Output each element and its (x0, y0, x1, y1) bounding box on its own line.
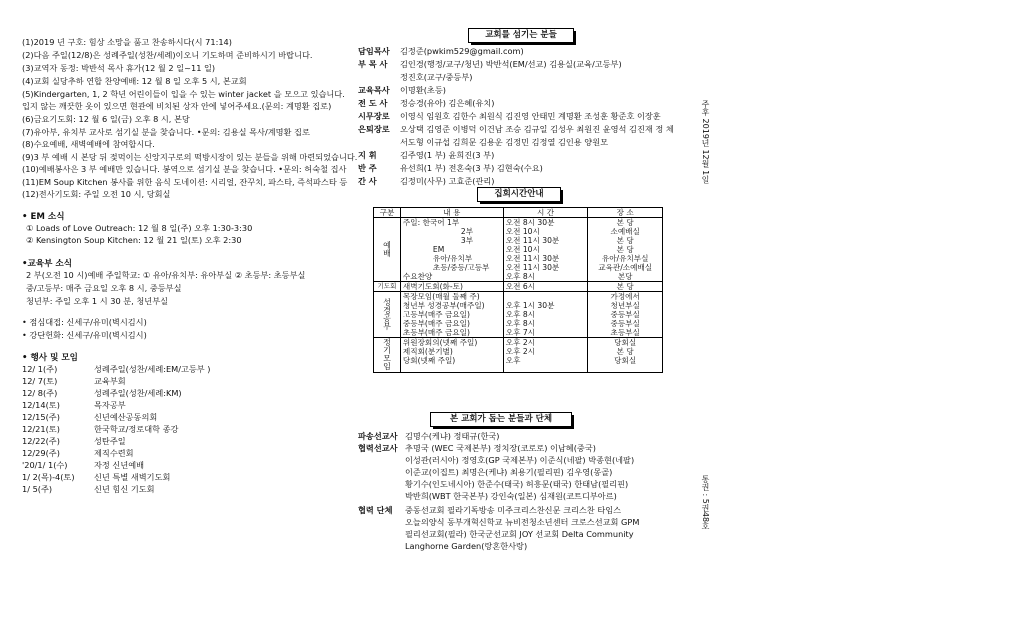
announcement-12: (12)전사기도회: 주일 오전 10 시, 당회실 (22, 189, 171, 199)
announcement-7: (7)유아부, 유치부 교사로 섬기실 분을 찾습니다. •문의: 김용실 목사/계명환 집로 (22, 127, 310, 137)
em-news-item-1: ① Loads of Love Outreach: 12 월 8 일(주) 오후 1:30-3:30 (26, 223, 253, 233)
time-line: 오전 8시 30분 (505, 218, 555, 227)
place-line: 본 당 (616, 236, 634, 245)
header-cell: 구분 (374, 208, 401, 218)
content-line: 새벽기도회(화-토) (400, 282, 503, 292)
role-label: 교육목사 (358, 85, 390, 95)
event-date: 12/21(토) (22, 424, 60, 434)
em-news-heading: • EM 소식 (22, 212, 65, 222)
announcement-11: (11)EM Soup Kitchen 봉사를 위한 음식 도네이션: 시리얼, 잔꾸치, 파스타, 즉석파스타 등 (22, 177, 348, 187)
table-header-row (374, 208, 663, 218)
mission-label: 협력선교사 (358, 443, 398, 453)
announcement-9: (9)3 부 예배 시 본당 뒤 젖먹이는 신앙지구로의 떡방시장이 있는 분들을 위해 마련되었습니다. (22, 152, 358, 162)
time-line: 오후 1시 30분 (505, 301, 555, 310)
role-names: 정진호(교구/중등부) (400, 72, 473, 82)
place-line: 유아/유치부실 (601, 254, 649, 263)
announcement-4: (4)교회 실당추하 연합 찬양예배: 12 월 8 일 오후 5 시, 본교회 (22, 76, 247, 86)
announcement-8: (8)수요예배, 새벽예배에 참여합시다. (22, 139, 155, 149)
servants-title: 교회를 섬기는 분들 (468, 28, 574, 43)
role-names: 김정미(사무) 고효준(관리) (400, 176, 495, 186)
event-name: 신년예산공동의회 (94, 412, 158, 422)
table-row (374, 292, 663, 338)
content-line: 중등부(매주 금요일) (402, 319, 470, 328)
time-line: 오전 11시 30분 (505, 236, 560, 245)
role-names: 정승경(유아) 김은혜(유치) (400, 98, 495, 108)
role-label: 은퇴장로 (358, 124, 390, 134)
event-date: 12/15(주) (22, 412, 60, 422)
time-line: 오전 6시 (503, 282, 588, 292)
place-line: 중등부실 (610, 310, 640, 319)
event-name: 자정 신년예배 (94, 460, 145, 470)
content-line: 당회(넷째 주일) (402, 356, 456, 365)
event-date: 12/22(주) (22, 436, 60, 446)
mission-names: 추명국 (WEC 국제본부) 정치장(코로로) 이남혜(중국) (405, 443, 596, 453)
content-line: EM (432, 245, 445, 254)
role-label: 간 사 (358, 176, 377, 186)
role-names: 김인경(행정/교구/청년) 박반석(EM/선교) 김용실(교육/고등부) (400, 59, 622, 69)
event-name: 목자공부 (94, 400, 126, 410)
event-date: 12/29(주) (22, 448, 60, 458)
content-line: 주일: 한국어 1부 (402, 218, 460, 227)
mission-label: 파송선교사 (358, 431, 398, 441)
mission-names: 박반희(WBT 한국본부) 강인숙(일본) 심재원(코트디부아르) (405, 491, 617, 501)
event-name: 성례주일(성찬/세례:KM) (94, 388, 182, 398)
place-line: 교육관/소예배실 (598, 263, 653, 272)
role-label: 반 주 (358, 163, 377, 173)
altar-flowers: • 강단헌화: 신세구/유미(벽시김시) (22, 330, 147, 340)
place-line: 본 당 (588, 282, 663, 292)
event-date: 1/ 5(주) (22, 484, 53, 494)
event-date: '20/1/ 1(수) (22, 460, 68, 470)
role-label: 부 목 사 (358, 59, 388, 69)
time-line: 오후 7시 (505, 328, 535, 337)
education-line-3: 청년부: 주일 오후 1 시 30 분, 청년부실 (26, 296, 169, 306)
event-name: 한국학교/정로대학 종강 (94, 424, 179, 434)
event-name: 성례주일(성찬/세례:EM/고등부 ) (94, 364, 211, 374)
role-label: 시무장로 (358, 111, 390, 121)
announcement-2: (2)다음 주일(12/8)은 성례주일(성찬/세례)이오니 기도하며 준비하시기 바랍니다. (22, 50, 313, 60)
role-names: 이영식 임원호 김한수 최원식 김진영 안태민 계명환 조성훈 황준호 이장훈 (400, 111, 661, 121)
time-line: 오전 10시 (505, 227, 540, 236)
lunch-service: • 점심대접: 신세구/유미(벽시김시) (22, 317, 147, 327)
role-label: 전 도 사 (358, 98, 388, 108)
place-line: 소예배실 (610, 227, 640, 236)
mission-names: 김명수(케냐) 정태규(한국) (405, 431, 500, 441)
events-heading: • 행사 및 모임 (22, 353, 78, 363)
time-line: 오후 8시 (505, 310, 535, 319)
place-line: 청년부실 (610, 301, 640, 310)
place-line: 본 당 (616, 218, 634, 227)
role-names: 서도형 이규섭 김희문 김용운 김정민 김정열 김인용 양원모 (400, 137, 609, 147)
place-line: 가정에서 (610, 292, 640, 301)
mission-names: 이준교(이집트) 최명은(케냐) 최용기(필리핀) 김우영(몽골) (405, 467, 613, 477)
mission-names: 이성관(러시아) 정영호(GP 국제본부) 이준식(네팔) 박종현(네팔) (405, 455, 635, 465)
time-line: 오후 2시 (505, 338, 535, 347)
time-line: 오전 11시 30분 (505, 263, 560, 272)
event-name: 제직수련회 (94, 448, 134, 458)
time-line: 오후 8시 (505, 319, 535, 328)
schedule-title: 집회시간안내 (477, 187, 561, 202)
event-name: 신년 힘신 기도회 (94, 484, 155, 494)
event-date: 12/14(토) (22, 400, 60, 410)
event-name: 신년 특별 새벽기도회 (94, 472, 171, 482)
place-line: 당회실 (614, 338, 637, 347)
announcement-1: (1)2019 년 구호: 힘상 소망을 품고 찬송하시다(시 71:14) (22, 37, 232, 47)
role-names: 오상택 김영준 이병덕 이건남 조승 김규일 김성우 최원진 윤영석 김진재 정 체 (400, 124, 674, 134)
issue-side-text: 통권 : 5권48호 (701, 475, 710, 531)
content-line: 청년부 성경공부(매주일) (402, 301, 485, 310)
header-cell: 내 용 (400, 208, 503, 218)
role-names: 김주영(1 부) 윤희진(3 부) (400, 150, 495, 160)
content-line: 3부 (460, 236, 474, 245)
education-line-1: 2 부(오전 10 시)예배 주일학교: ① 유아/유치부: 유아부실 ② 초등부: 초등부실 (26, 270, 306, 280)
place-line: 본 당 (616, 245, 634, 254)
mission-names: 중동선교회 필라기독방송 미주크리스찬신문 크리스찬 타임스 (405, 505, 622, 515)
announcement-6: (6)금요기도회: 12 월 6 일(금) 오후 8 시, 본당 (22, 114, 190, 124)
event-date: 12/ 8(주) (22, 388, 58, 398)
place-line: 당회실 (614, 356, 637, 365)
time-line (506, 292, 586, 301)
event-date: 12/ 1(주) (22, 364, 58, 374)
category-label: 기도회 (374, 282, 401, 292)
content-line: 유아/유치부 (432, 254, 473, 263)
table-row (374, 218, 663, 282)
table-row (374, 282, 663, 292)
announcement-5b: 입지 않는 깨끗한 옷이 있으면 현관에 비치된 상자 안에 넣어주세요.(문의: 계명환 집로) (22, 101, 332, 111)
mission-names: 황기수(인도네시아) 한준수(태국) 허흥문(태국) 한태남(필리핀) (405, 479, 629, 489)
content-line: 위원장회의(넷째 주일) (402, 338, 478, 347)
role-names: 유선희(1 부) 전혼숙(3 부) 김현숙(수요) (400, 163, 543, 173)
announcement-10: (10)예배봉사은 3 부 예배만 있습니다. 봉역으로 섬기실 분을 찾습니다. •문의: 허숙철 집사 (22, 164, 347, 174)
event-date: 1/ 2(목)-4(토) (22, 472, 75, 482)
announcement-3: (3)교역자 동정: 박반석 목사 휴가(12 월 2 일~11 일) (22, 63, 216, 73)
header-cell: 시 간 (503, 208, 588, 218)
education-heading: •교육부 소식 (22, 259, 72, 269)
time-line: 오후 2시 (505, 347, 535, 356)
time-line: 오후 (505, 356, 521, 365)
content-line: 제직회(분기별) (402, 347, 453, 356)
content-line: 수요찬양 (402, 272, 433, 281)
role-names: 이명환(초등) (400, 85, 446, 95)
schedule-table (373, 207, 663, 373)
role-label: 담임목사 (358, 46, 390, 56)
category-label: 성경공부 (382, 297, 392, 330)
event-name: 교육부회 (94, 376, 126, 386)
mission-names: Langhorne Garden(랑혼한사랑) (405, 541, 528, 551)
role-label: 지 휘 (358, 150, 377, 160)
content-line: 초등/중등/고등부 (432, 263, 490, 272)
education-line-2: 중/고등부: 매주 금요일 오후 8 시, 중등부실 (26, 283, 182, 293)
event-date: 12/ 7(토) (22, 376, 58, 386)
date-side-text: 주후 2019년 12월 1일 (701, 100, 710, 184)
content-line: 목장모임(매월 둘째 주) (402, 292, 480, 301)
em-news-item-2: ② Kensington Soup Kitchen: 12 월 21 일(토) 오후 2:30 (26, 235, 242, 245)
announcement-5: (5)Kindergarten, 1, 2 학년 어린이들이 입을 수 있는 winter jacket 을 모으고 있습니다. (22, 89, 345, 99)
mission-names: 오늘의양식 동부개혁신학교 뉴비전청소년센터 크로스선교회 GPM (405, 517, 640, 527)
missions-title: 본 교회가 돕는 분들과 단체 (430, 412, 572, 427)
time-line: 오후 8시 (505, 272, 535, 281)
category-label: 예배 (382, 240, 392, 257)
place-line: 본당 (617, 272, 633, 281)
header-cell: 장 소 (588, 208, 663, 218)
place-line: 중등부실 (610, 319, 640, 328)
role-names: 김정준(pwkim529@gmail.com) (400, 46, 524, 56)
content-line: 초등부(매주 금요일) (402, 328, 470, 337)
mission-label: 협력 단체 (358, 505, 393, 515)
content-line: 2부 (460, 227, 474, 236)
place-line: 초등부실 (610, 328, 640, 337)
place-line: 본 당 (616, 347, 634, 356)
content-line: 고등부(매주 금요일) (402, 310, 470, 319)
category-label: 정기모임 (382, 338, 392, 370)
time-line: 오전 11시 30분 (505, 254, 560, 263)
mission-names: 필리선교회(필라) 한국군선교회 JOY 선교회 Delta Community (405, 529, 634, 539)
time-line: 오전 10시 (505, 245, 540, 254)
table-row (374, 338, 663, 373)
event-name: 성탄주일 (94, 436, 126, 446)
